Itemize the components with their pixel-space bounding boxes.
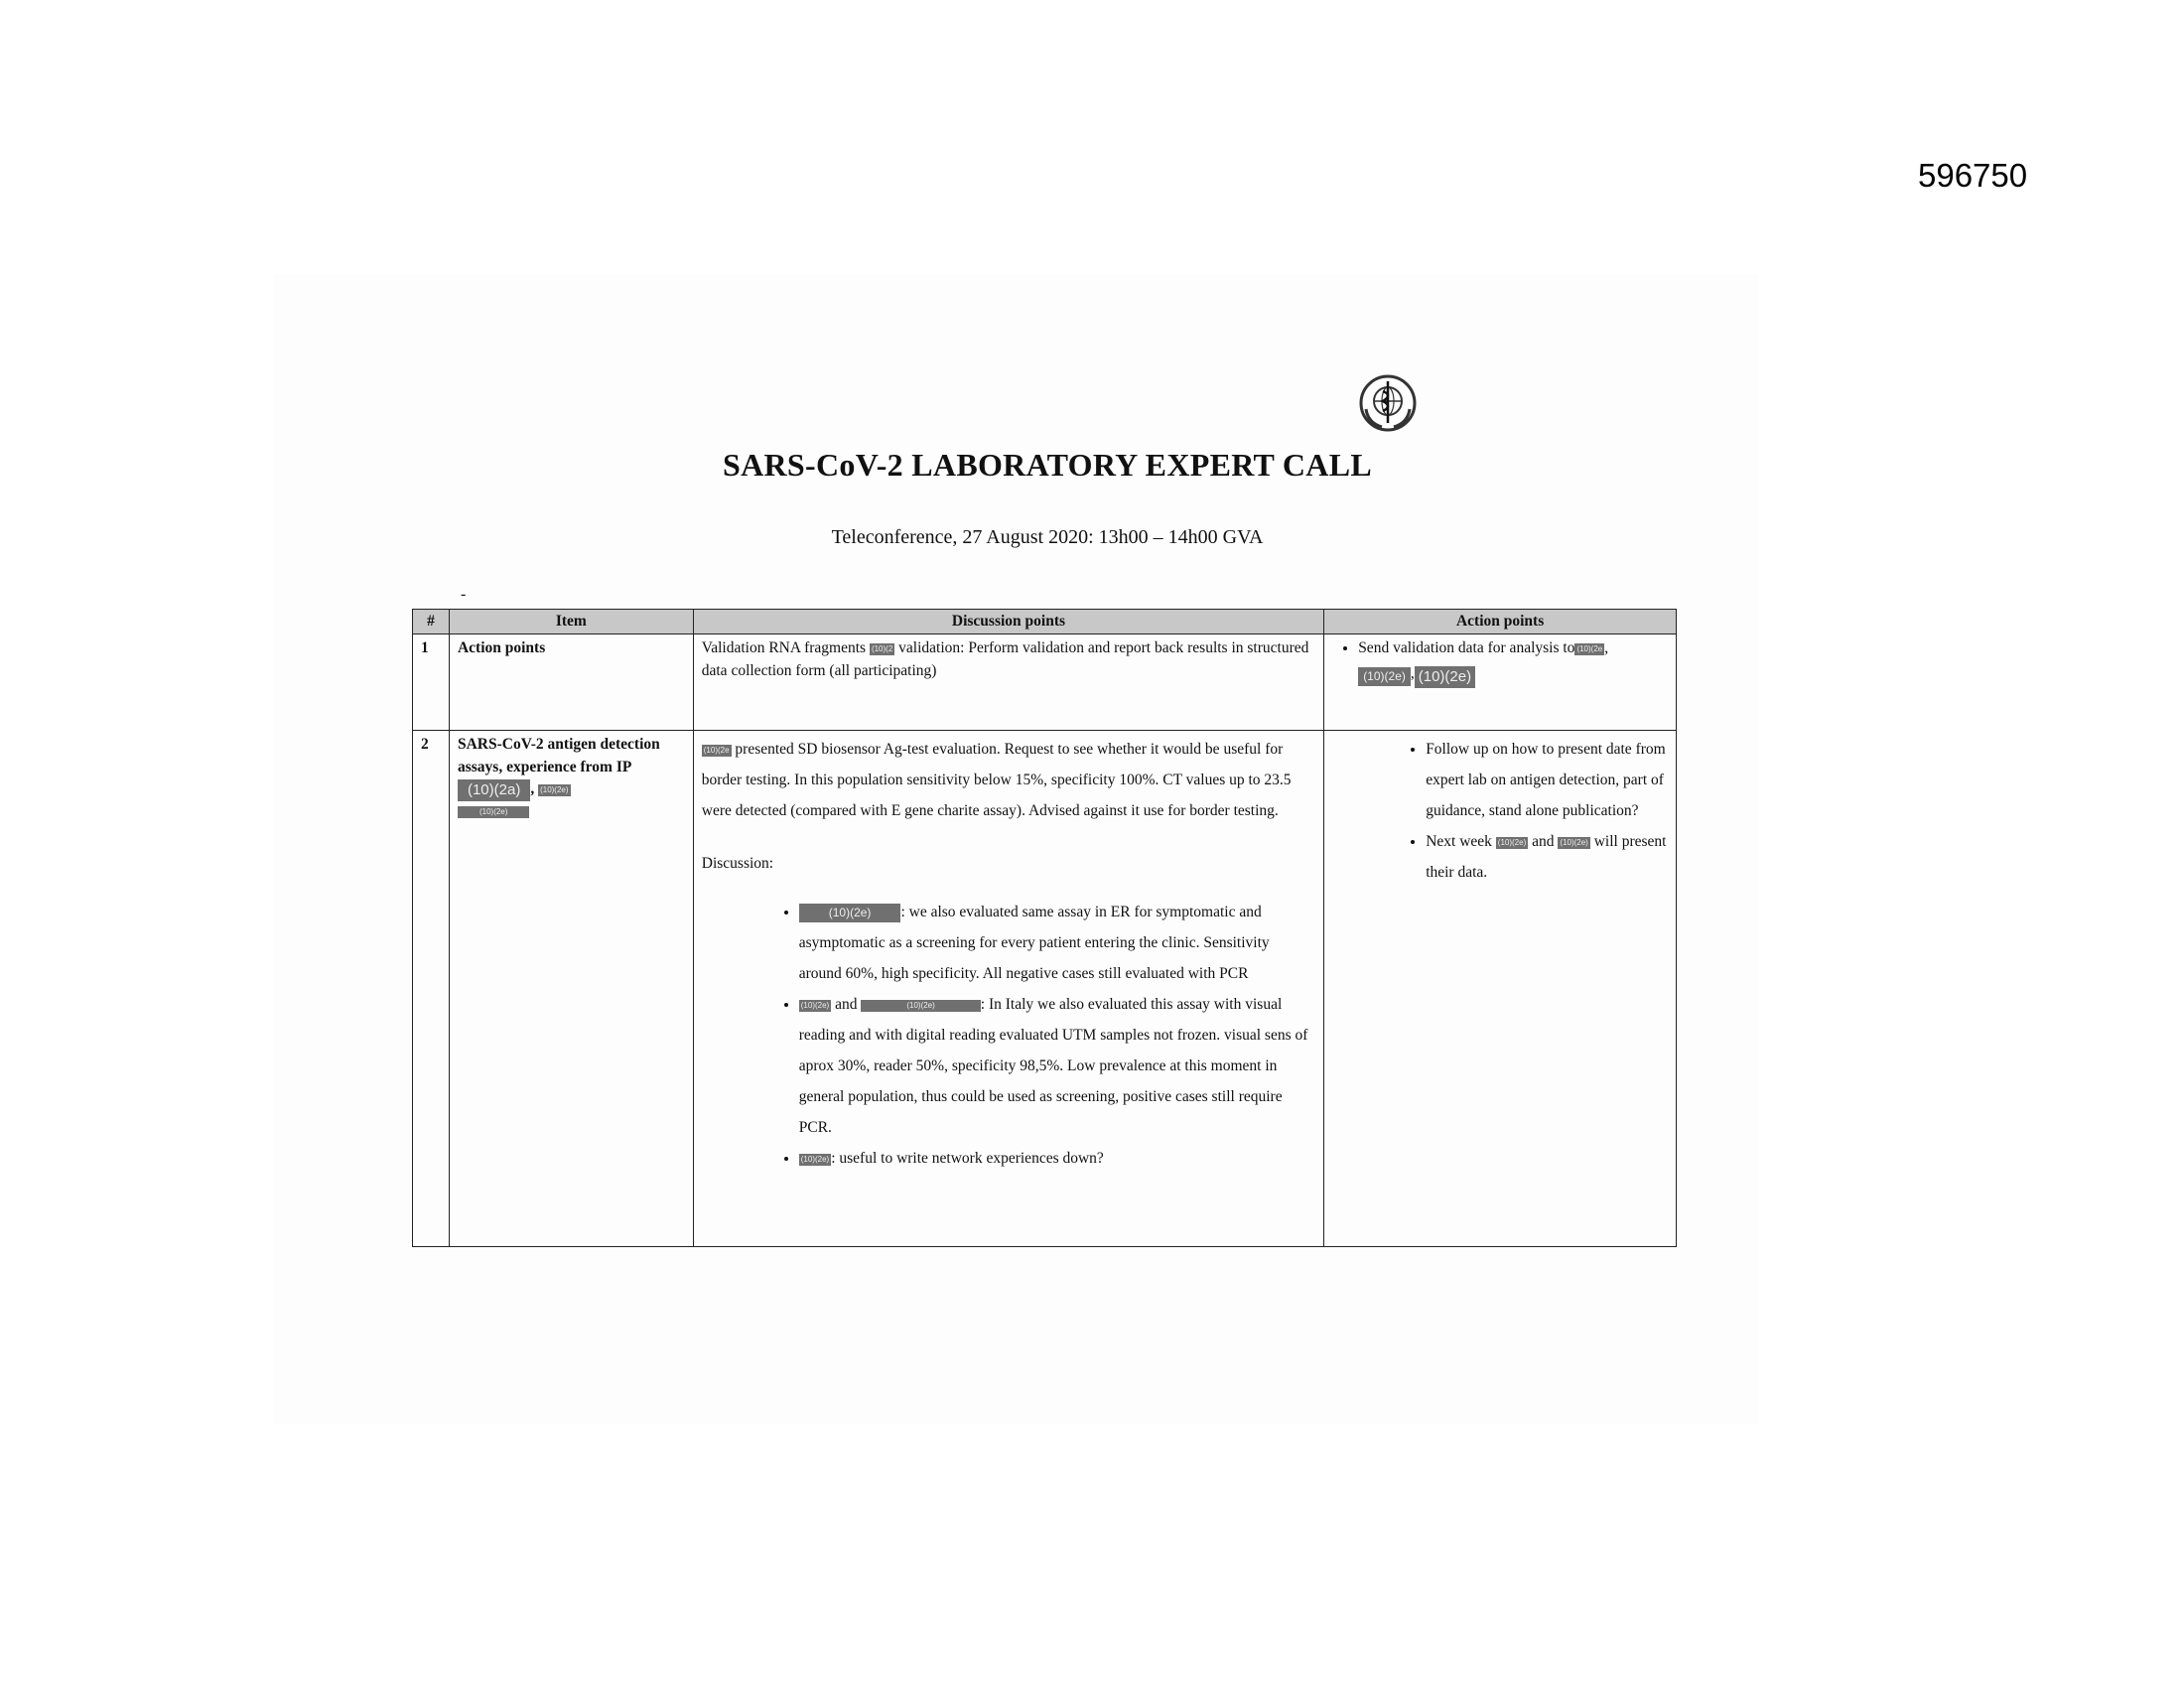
bullet-text: : useful to write network experiences down? xyxy=(831,1150,1104,1168)
redaction-box: (10)(2e) xyxy=(1415,666,1475,688)
action-list xyxy=(1332,734,1668,888)
redaction-box: (10)(2e) xyxy=(540,784,569,794)
separator-text: , xyxy=(530,780,535,798)
action-text: Next week xyxy=(1426,833,1496,851)
redaction-box: (10)(2e) xyxy=(861,1000,980,1012)
action-text: Send validation data for analysis to xyxy=(1358,639,1575,657)
table-row xyxy=(413,731,1677,1247)
bullet-text: : we also evaluated same assay in ER for symptomatic and asymptomatic as a screening for every patient entering the clinic. Sensitivity around 60%, high specificity. All negative cases still evaluated with PCR xyxy=(798,904,1270,983)
list-item xyxy=(799,897,1315,989)
bullet-text: and xyxy=(831,996,862,1014)
page-number: 596750 xyxy=(1918,157,2028,194)
redaction-box: (10)(2a) xyxy=(458,779,530,801)
redaction-box: (10)(2e) xyxy=(799,904,901,922)
action-text: will present their data. xyxy=(1426,833,1667,882)
action-text: and xyxy=(1528,833,1559,851)
row-item: Action points xyxy=(449,634,693,731)
header-action: Action points xyxy=(1324,610,1677,634)
row-discussion xyxy=(693,634,1323,731)
separator-text: , xyxy=(1410,664,1415,682)
redaction-box: (10)(2 xyxy=(871,643,893,653)
discussion-text: presented SD biosensor Ag-test evaluation. Request to see whether it would be useful for border testing. In this population sensitivity below 15%, specificity 100%. CT values up to 23.5 were detected (compared with E gene charite assay). Advised against it use for border testing. xyxy=(701,741,1292,820)
table-row xyxy=(413,634,1677,731)
redaction-box: (10)(2e xyxy=(703,745,730,755)
row-action xyxy=(1324,731,1677,1247)
bullet-text: : In Italy we also evaluated this assay with visual reading and with digital reading evaluated UTM samples not frozen. visual sens of aprox 30%, reader 50%, specificity 98,5%. Low prevalence at this moment in general population, thus could be used as screening, positive cases still require PCR. xyxy=(798,996,1308,1137)
table-header-row xyxy=(413,610,1677,634)
row-number: 2 xyxy=(413,731,450,1247)
document-title: SARS-CoV-2 LABORATORY EXPERT CALL xyxy=(723,447,1372,483)
minutes-table xyxy=(412,609,1677,1247)
discussion-list xyxy=(702,897,1315,1174)
redaction-box: (10)(2e) xyxy=(1497,837,1527,847)
list-item xyxy=(799,989,1315,1143)
stray-dash: - xyxy=(461,586,467,603)
action-text: Follow up on how to present date from expert lab on antigen detection, part of guidance, stand alone publication? xyxy=(1426,741,1666,820)
row-action xyxy=(1324,634,1677,731)
list-item xyxy=(799,1143,1315,1174)
list-item xyxy=(1426,734,1668,826)
header-item: Item xyxy=(449,610,693,634)
redaction-box: (10)(2e) xyxy=(800,1154,830,1164)
item-text: SARS-CoV-2 antigen detection assays, experience from IP xyxy=(457,736,660,775)
redaction-box: (10)(2e) xyxy=(1560,837,1588,847)
redaction-box: (10)(2e) xyxy=(1358,667,1411,686)
action-list xyxy=(1332,637,1668,687)
discussion-intro xyxy=(702,734,1315,826)
redaction-box: (10)(2e) xyxy=(458,806,529,818)
redaction-box: (10)(2e) xyxy=(800,1000,830,1010)
row-discussion xyxy=(693,731,1323,1247)
discussion-label: Discussion: xyxy=(701,855,774,873)
list-item xyxy=(1426,826,1668,888)
redaction-box: (10)(2e xyxy=(1576,643,1603,653)
row-item xyxy=(449,731,693,1247)
list-item xyxy=(1358,637,1668,687)
header-discussion: Discussion points xyxy=(693,610,1323,634)
discussion-text: Validation RNA fragments xyxy=(701,639,870,657)
document-subtitle: Teleconference, 27 August 2020: 13h00 – 14h00 GVA xyxy=(831,526,1264,548)
discussion-text: validation: Perform validation and report back results in structured data collection form (all participating) xyxy=(701,639,1309,679)
separator-text: , xyxy=(1604,639,1609,657)
header-number: # xyxy=(413,610,450,634)
row-number: 1 xyxy=(413,634,450,731)
who-emblem-icon xyxy=(1358,373,1418,433)
